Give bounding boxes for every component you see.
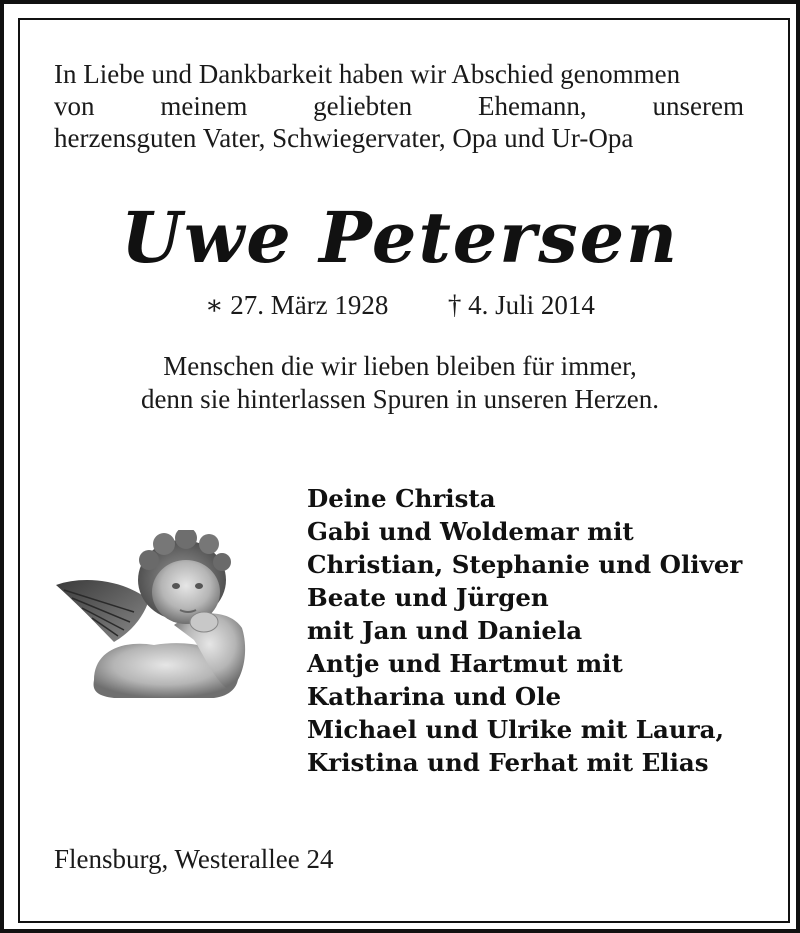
mourners-list (307, 482, 777, 779)
mourner-line: Antje und Hartmut mit (307, 649, 623, 678)
cherub-angel-icon (54, 530, 250, 705)
intro-line: von meinem geliebten Ehemann, unserem (54, 91, 744, 121)
deceased-name: Uwe Petersen (120, 196, 680, 279)
death-symbol: † (447, 290, 462, 320)
intro-text (54, 58, 744, 154)
quote-line: Menschen die wir lieben bleiben für immer, (163, 351, 637, 381)
address: Flensburg, Westerallee 24 (54, 844, 334, 874)
mourner-line: mit Jan und Daniela (307, 616, 583, 645)
death-date: 4. Juli 2014 (468, 290, 595, 320)
mourner-line: Katharina und Ole (307, 682, 562, 711)
birth-date: 27. März 1928 (230, 290, 389, 320)
intro-line: herzensguten Vater, Schwiegervater, Opa und Ur-Opa (54, 123, 634, 153)
quote-line: denn sie hinterlassen Spuren in unseren Herzen. (140, 384, 660, 414)
mourner-line: Kristina und Ferhat mit Elias (307, 748, 709, 777)
mourner-line: Michael und Ulrike mit Laura, (307, 715, 725, 744)
mourner-line: Deine Christa (307, 484, 496, 513)
mourner-line: Christian, Stephanie und Oliver (307, 550, 743, 579)
birth-symbol: ∗ (205, 290, 224, 320)
memorial-quote (0, 350, 800, 416)
mourner-line: Gabi und Woldemar mit (307, 517, 634, 546)
life-dates (0, 288, 800, 322)
mourner-line: Beate und Jürgen (307, 583, 549, 612)
intro-line: In Liebe und Dankbarkeit haben wir Abschied genommen (54, 59, 681, 89)
